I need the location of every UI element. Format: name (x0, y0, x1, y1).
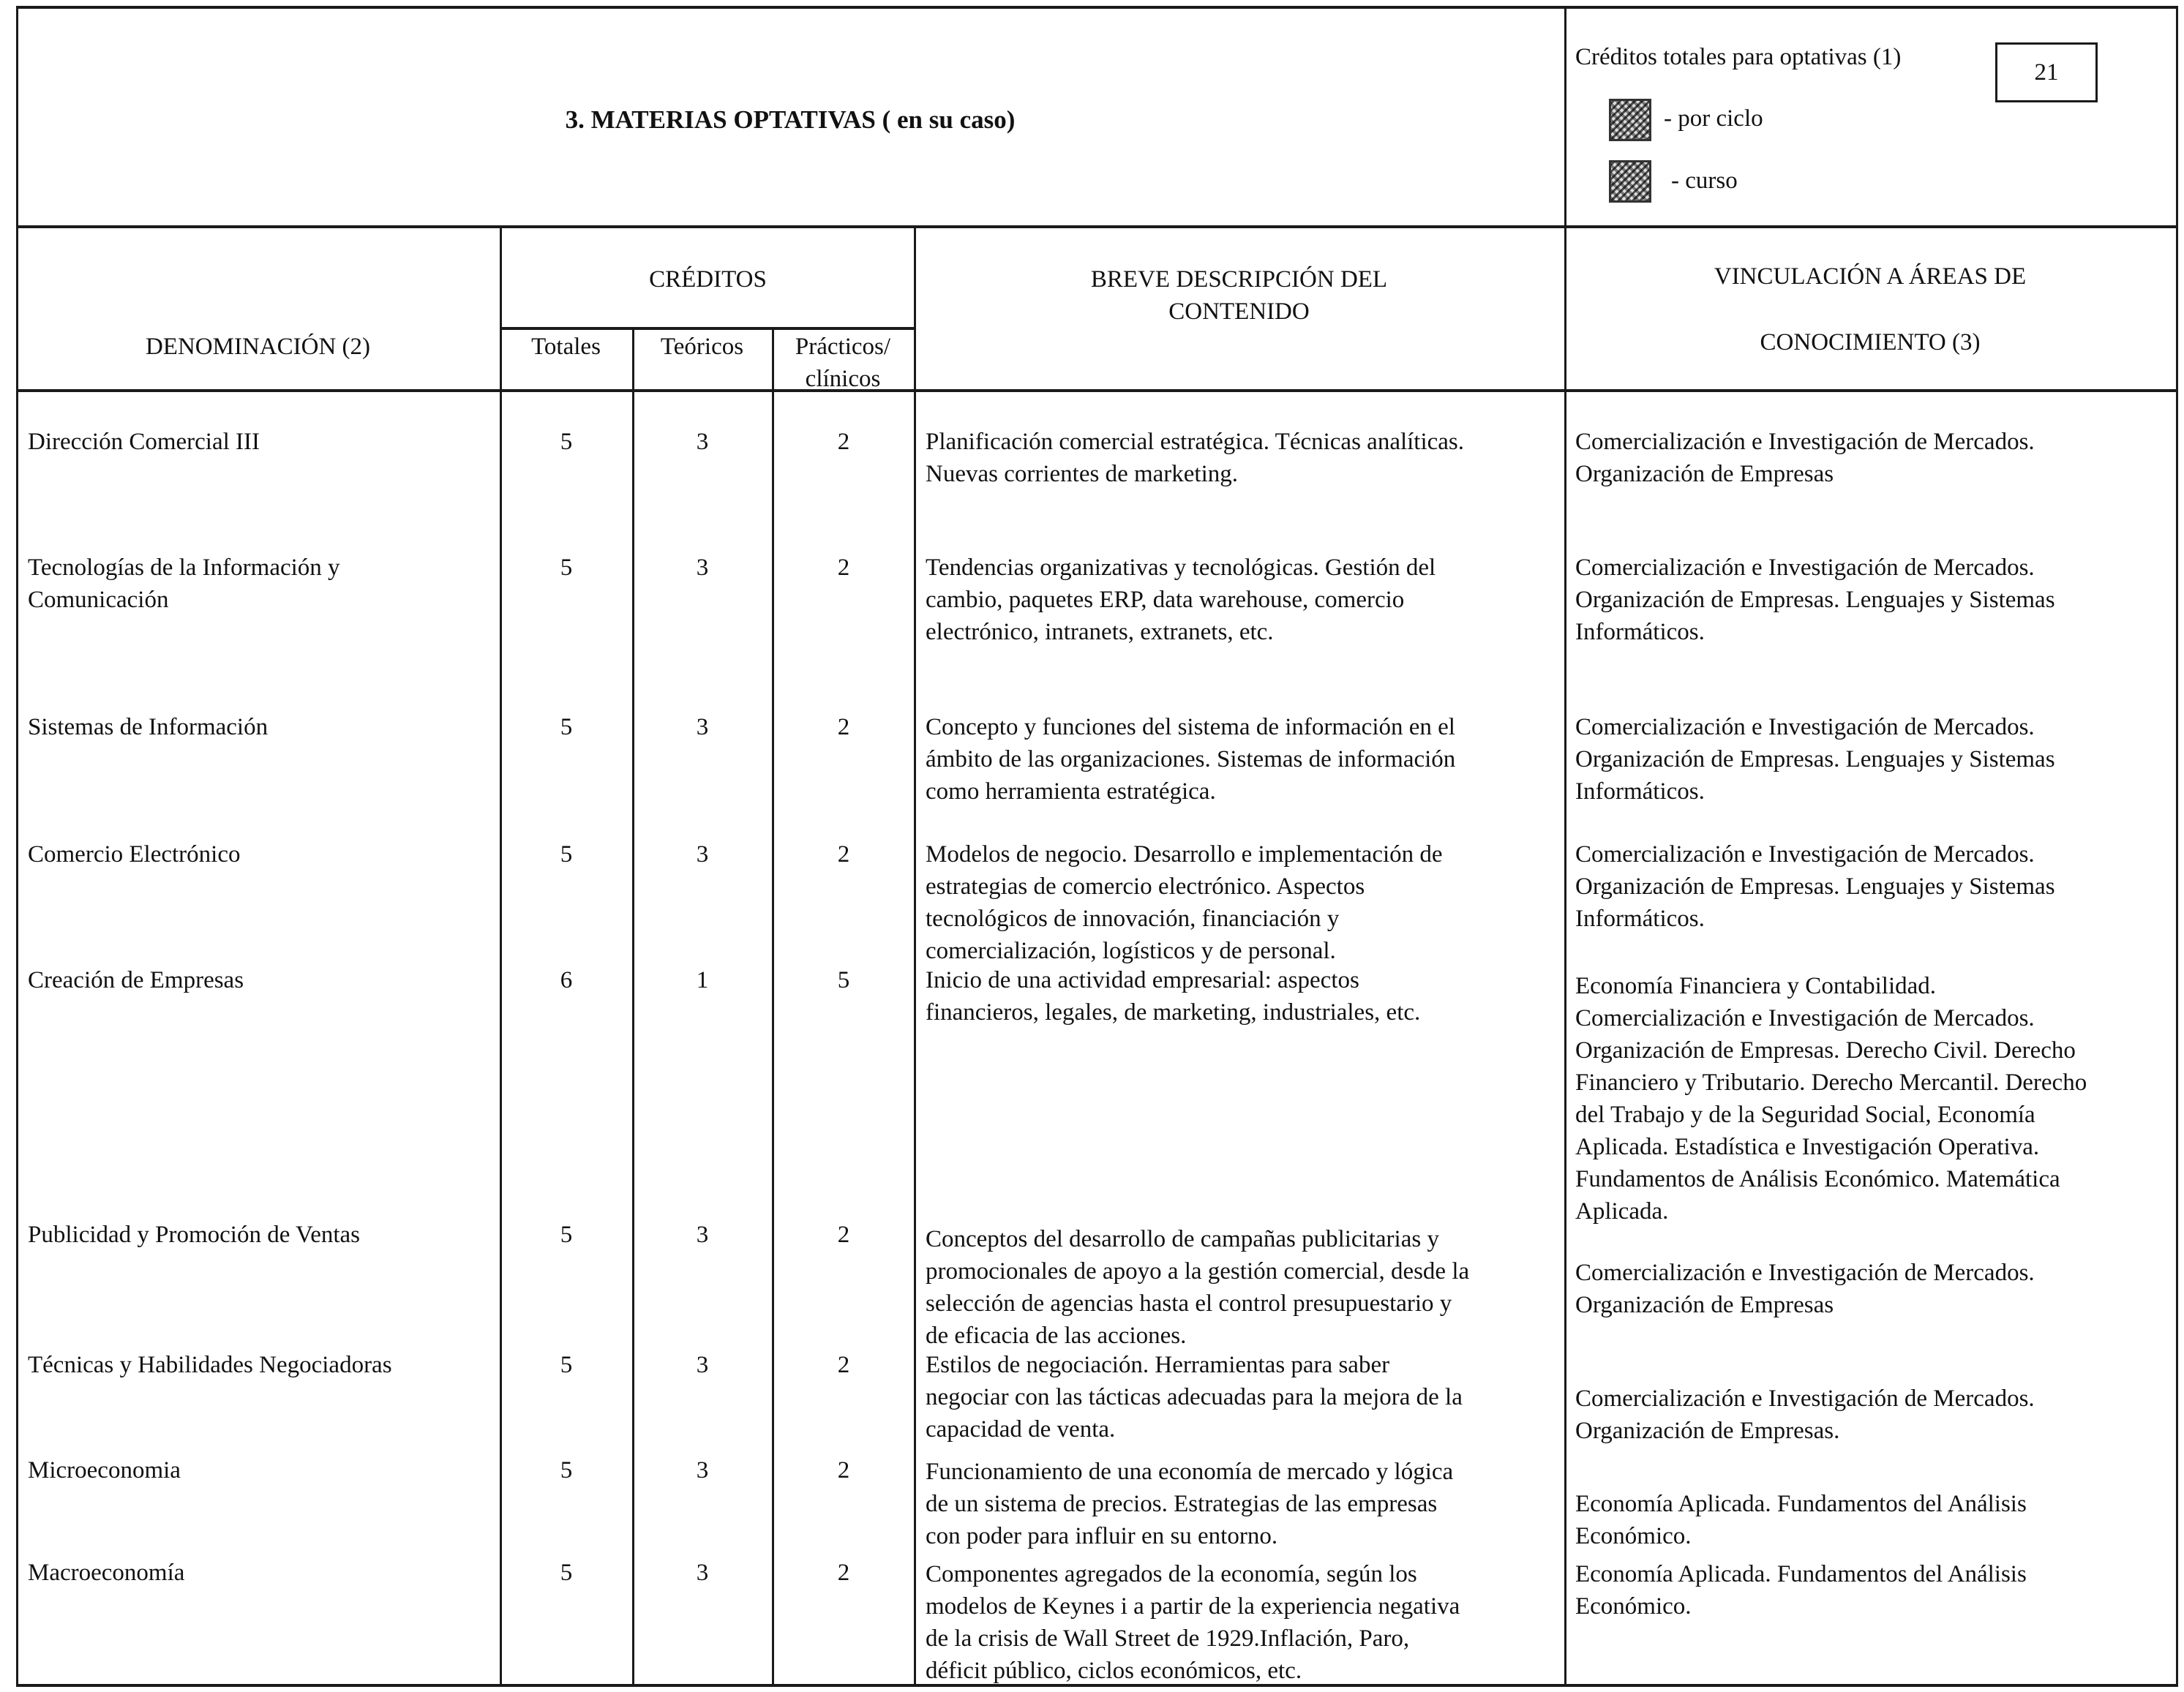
row-totales: 5 (560, 841, 573, 868)
row-areas: Comercialización e Investigación de Mercados. Organización de Empresas. Lenguajes y Sistemas Informáticos. (1575, 714, 2055, 805)
row-practicos: 2 (837, 1352, 850, 1378)
row-practicos: 2 (837, 429, 850, 455)
row-practicos: 2 (837, 1457, 850, 1484)
row-name: Técnicas y Habilidades Negociadoras (28, 1352, 392, 1378)
row-name: Macroeconomía (28, 1560, 185, 1586)
col-divider-teoricos (632, 327, 634, 1687)
row-name: Comercio Electrónico (28, 841, 241, 868)
row-name: Dirección Comercial III (28, 429, 260, 455)
right-border (2176, 6, 2178, 1687)
header-descripcion: BREVE DESCRIPCIÓN DEL CONTENIDO (1090, 266, 1388, 325)
curso-checkbox[interactable] (1609, 160, 1651, 203)
curso-label: - curso (1671, 168, 1738, 194)
row-practicos: 2 (837, 554, 850, 581)
row-totales: 6 (560, 967, 573, 993)
row-teoricos: 3 (696, 1457, 709, 1484)
row-descripcion: Tendencias organizativas y tecnológicas. Gestión del cambio, paquetes ERP, data warehouse, comercio electrónico, intranets, extranets, etc. (926, 554, 1436, 645)
creditos-subheader-divider (500, 327, 916, 330)
row-teoricos: 3 (696, 429, 709, 455)
row-totales: 5 (560, 1457, 573, 1484)
creditos-totales-label: Créditos totales para optativas (1) (1575, 44, 1902, 70)
row-areas: Economía Aplicada. Fundamentos del Análisis Económico. (1575, 1491, 2027, 1549)
creditos-totales-value (1995, 42, 2098, 102)
col-divider-totales (500, 225, 502, 1687)
creditos-totales-number: 21 (2034, 59, 2059, 86)
column-header-divider (16, 389, 2178, 392)
header-denominacion: DENOMINACIÓN (2) (145, 334, 371, 360)
row-descripcion: Modelos de negocio. Desarrollo e implementación de estrategias de comercio electrónico. Aspectos tecnológicos de innovación, financiación y comercialización, logísticos y de personal. (926, 841, 1443, 964)
row-teoricos: 3 (696, 1560, 709, 1586)
row-descripcion: Funcionamiento de una economía de mercado y lógica de un sistema de precios. Estrategias de las empresas con poder para influir en su entorno. (926, 1459, 1454, 1549)
header-practicos: Prácticos/ clínicos (795, 334, 891, 392)
por-ciclo-label: - por ciclo (1664, 105, 1763, 132)
row-areas: Comercialización e Investigación de Mercados. Organización de Empresas (1575, 1260, 2035, 1318)
row-descripcion: Inicio de una actividad empresarial: aspectos financieros, legales, de marketing, industriales, etc. (926, 967, 1421, 1026)
row-descripcion: Planificación comercial estratégica. Técnicas analíticas. Nuevas corrientes de marketing. (926, 429, 1465, 487)
row-name: Microeconomia (28, 1457, 181, 1484)
row-descripcion: Concepto y funciones del sistema de información en el ámbito de las organizaciones. Sistemas de información como herramienta estratégica. (926, 714, 1456, 805)
row-teoricos: 3 (696, 1222, 709, 1248)
header-vinculacion-1: VINCULACIÓN A ÁREAS DE (1714, 263, 2027, 290)
top-border (16, 6, 2178, 9)
row-practicos: 2 (837, 714, 850, 740)
row-name: Tecnologías de la Información y Comunicación (28, 554, 340, 613)
row-areas: Comercialización e Investigación de Mercados. Organización de Empresas. Lenguajes y Sistemas Informáticos. (1575, 554, 2055, 645)
row-totales: 5 (560, 1560, 573, 1586)
row-teoricos: 3 (696, 841, 709, 868)
row-areas: Economía Financiera y Contabilidad. Comercialización e Investigación de Mercados. Organización de Empresas. Derecho Civil. Derecho Financiero y Tributario. Derecho Mercantil. Derecho del Trabajo y de la Seguridad Social, Economía Aplicada. Estadística e Investigación Operativa. Fundamentos de Análisis Económico. Matemática Aplicada. (1575, 973, 2087, 1225)
row-totales: 5 (560, 1222, 573, 1248)
row-areas: Economía Aplicada. Fundamentos del Análisis Económico. (1575, 1561, 2027, 1620)
row-name: Creación de Empresas (28, 967, 244, 993)
row-practicos: 2 (837, 841, 850, 868)
row-name: Sistemas de Información (28, 714, 269, 740)
row-totales: 5 (560, 714, 573, 740)
row-teoricos: 3 (696, 1352, 709, 1378)
header-vinculacion-2: CONOCIMIENTO (3) (1760, 329, 1981, 356)
row-teoricos: 1 (696, 967, 709, 993)
row-practicos: 2 (837, 1222, 850, 1248)
row-descripcion: Componentes agregados de la economía, según los modelos de Keynes i a partir de la experiencia negativa de la crisis de Wall Street de 1929.Inflación, Paro, déficit público, ciclos económicos, etc. (926, 1561, 1460, 1684)
header-teoricos: Teóricos (660, 334, 744, 360)
row-teoricos: 3 (696, 554, 709, 581)
row-practicos: 2 (837, 1560, 850, 1586)
row-areas: Comercialización e Investigación de Mercados. Organización de Empresas. Lenguajes y Sistemas Informáticos. (1575, 841, 2055, 932)
row-totales: 5 (560, 554, 573, 581)
row-areas: Comercialización e Investigación de Mercados. Organización de Empresas. (1575, 1385, 2035, 1444)
header-creditos: CRÉDITOS (649, 266, 767, 293)
row-areas: Comercialización e Investigación de Mercados. Organización de Empresas (1575, 429, 2035, 487)
section-title: 3. MATERIAS OPTATIVAS ( en su caso) (565, 105, 1016, 134)
row-name: Publicidad y Promoción de Ventas (28, 1222, 361, 1248)
row-teoricos: 3 (696, 714, 709, 740)
col-divider-practicos (772, 327, 774, 1687)
col-divider-descripcion (914, 225, 916, 1687)
row-descripcion: Estilos de negociación. Herramientas para saber negociar con las tácticas adecuadas para la mejora de la capacidad de venta. (926, 1352, 1463, 1443)
row-practicos: 5 (837, 967, 850, 993)
left-border (16, 6, 18, 1687)
header-totales: Totales (531, 334, 601, 360)
col-divider-areas (1564, 6, 1566, 1687)
row-descripcion: Conceptos del desarrollo de campañas publicitarias y promocionales de apoyo a la gestión comercial, desde la selección de agencias hasta el control presupuestario y de eficacia de las acciones. (926, 1226, 1470, 1349)
header-divider (16, 225, 2178, 228)
row-totales: 5 (560, 1352, 573, 1378)
por-ciclo-checkbox[interactable] (1609, 99, 1651, 141)
row-totales: 5 (560, 429, 573, 455)
